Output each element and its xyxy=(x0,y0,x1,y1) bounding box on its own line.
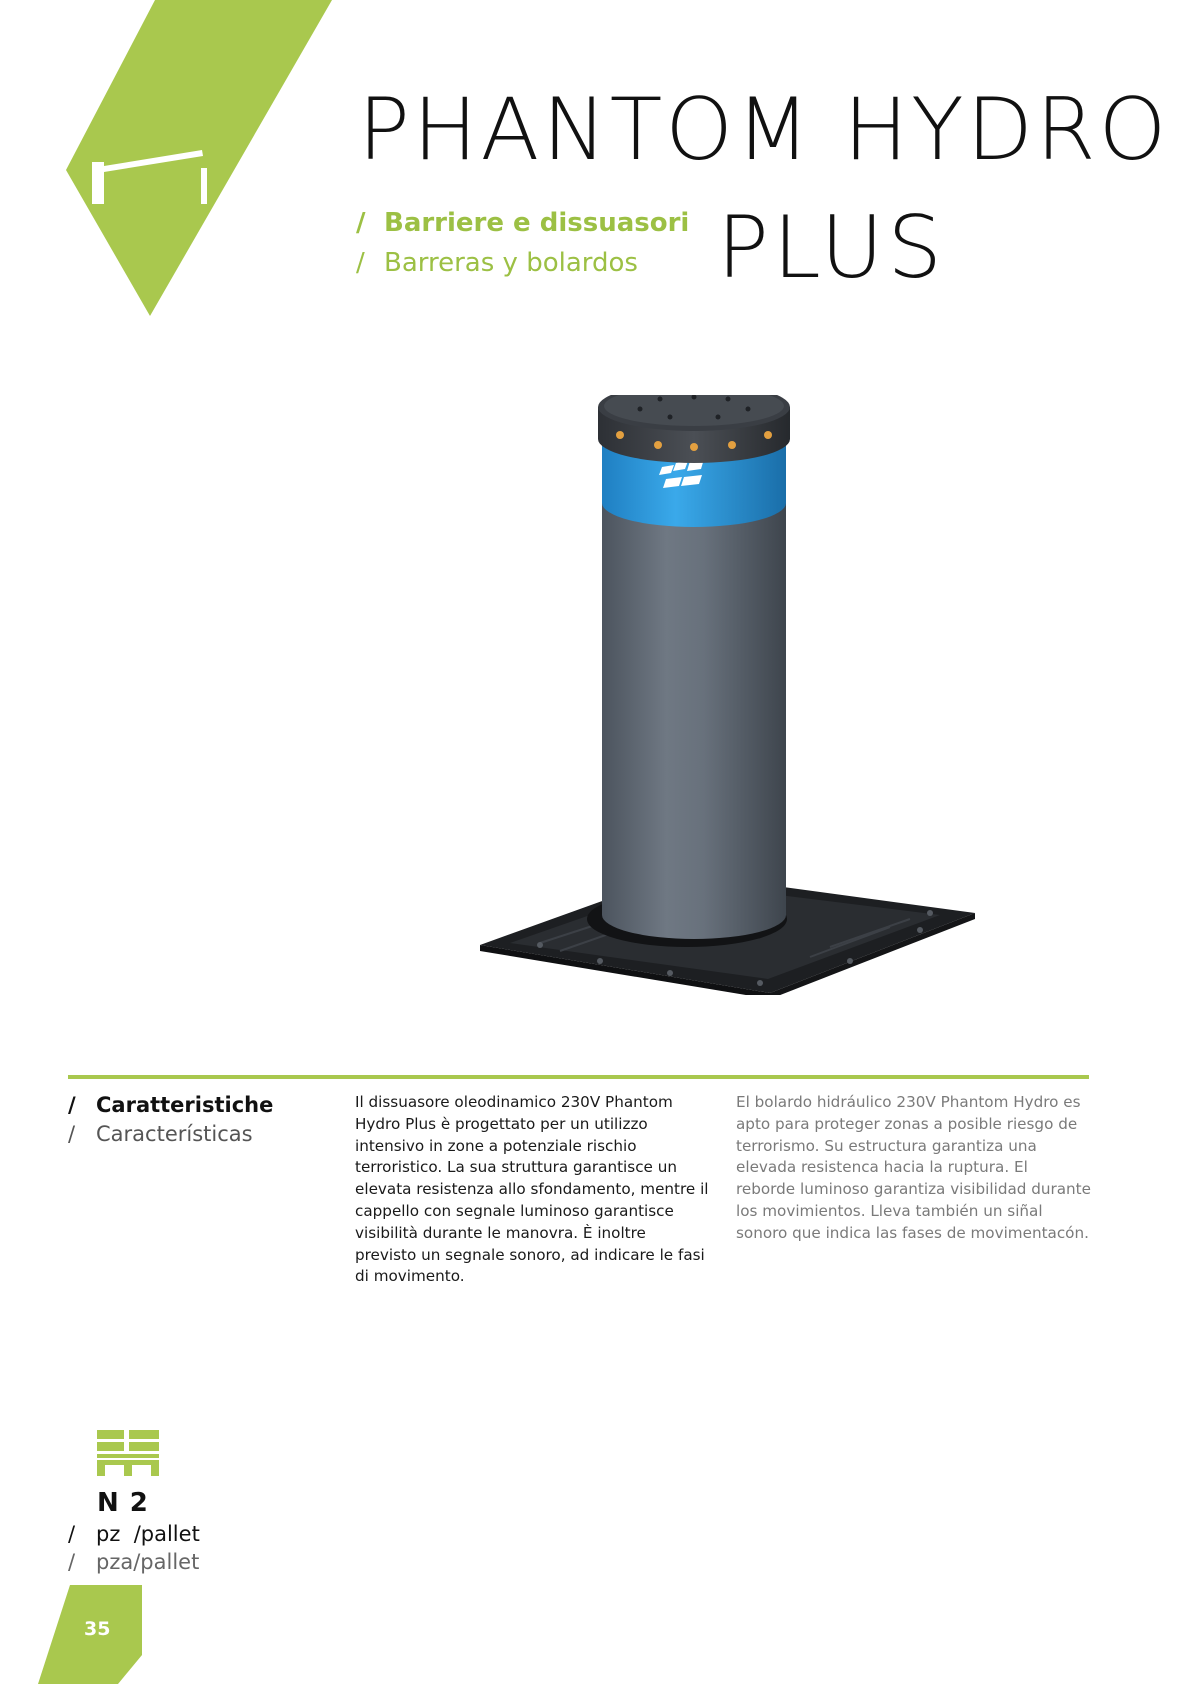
slash-separator: / xyxy=(356,248,365,278)
features-label-es: / Características xyxy=(68,1122,253,1146)
bollard-body xyxy=(602,503,786,939)
slash-separator: / xyxy=(68,1122,76,1146)
bollard-product-image xyxy=(470,395,1000,995)
slash-separator: / xyxy=(68,1550,76,1574)
features-label-it: / Caratteristiche xyxy=(68,1093,274,1117)
slash-separator: / xyxy=(68,1093,76,1117)
description-es: El bolardo hidráulico 230V Phantom Hydro es apto para proteger zonas a posible riesgo de terrorismo. Su estructura garantiza una elevada resistenca hacia la ruptura. El reborde luminoso garantiza visibilidad durante los movimientos. Lleva también un siñal sonoro que indica las fases de movimentacón. xyxy=(736,1093,1091,1242)
product-title-line-2: PLUS xyxy=(717,198,947,298)
pallet-icon xyxy=(97,1430,159,1476)
page-number: 35 xyxy=(84,1618,111,1640)
corner-diamond-decoration xyxy=(0,0,340,320)
pallet-count: N 2 xyxy=(97,1488,149,1518)
pallet-unit-it: / pz /pallet xyxy=(68,1522,200,1546)
product-title-line-1: PHANTOM HYDRO xyxy=(358,80,1170,180)
slash-separator: / xyxy=(68,1522,76,1546)
pallet-unit-es: / pza/pallet xyxy=(68,1550,200,1574)
description-it: Il dissuasore oleodinamico 230V Phantom Hydro Plus è progettato per un utilizzo intensivo in zone a potenziale rischio terroristico. La sua struttura garantisce un elevata resistenza allo sfondamento, mentre il cappello con segnale luminoso garantisce visibilità durante le manovra. È inoltre previsto un segnale sonoro, ad indicare le fasi di movimento. xyxy=(355,1093,709,1286)
category-label-es: / Barreras y bolardos xyxy=(356,248,638,278)
category-label-it: / Barriere e dissuasori xyxy=(356,208,690,238)
section-divider xyxy=(68,1075,1089,1079)
slash-separator: / xyxy=(356,208,366,238)
